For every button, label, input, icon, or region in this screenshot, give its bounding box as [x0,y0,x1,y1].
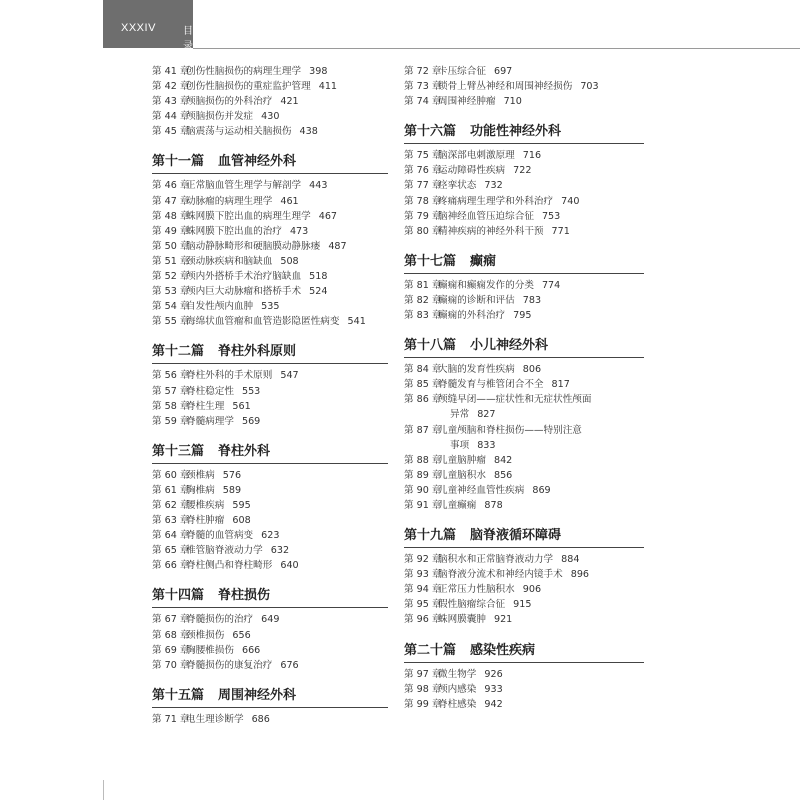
chapter-number: 第 74 章 [404,96,442,108]
chapter-page: 915 [513,599,532,611]
chapter-entry [152,528,388,543]
part-number: 第十八篇 [404,338,457,354]
chapter-number: 第 57 章 [152,385,190,397]
part-number: 第十五篇 [152,687,205,703]
chapter-number: 第 71 章 [152,713,190,725]
chapter-entry [152,94,388,109]
chapter-entry [404,293,644,308]
chapter-entry [404,498,644,513]
part-name: 脑脊液循环障碍 [470,528,562,544]
header-label: 目 录 [183,26,193,52]
chapter-number: 第 96 章 [404,614,442,626]
chapter-page: 921 [493,614,513,626]
part-name: 脊柱外科 [218,443,271,459]
chapter-number: 第 70 章 [152,659,190,671]
chapter-entry [404,224,644,239]
chapter-title: 周围神经肿瘤 [438,96,496,108]
page-number: XXXIV [121,22,156,34]
chapter-entry [152,209,388,224]
part-name: 小儿神经外科 [470,338,549,354]
chapter-list [404,552,644,627]
chapter-number: 第 53 章 [152,286,190,298]
chapter-number: 第 63 章 [152,515,190,527]
chapter-page: 589 [222,484,242,496]
chapter-title: 脊柱感染 [438,698,477,710]
chapter-entry [404,667,644,682]
chapter-entry [152,269,388,284]
chapter-number: 第 98 章 [404,683,442,695]
chapter-number: 第 88 章 [404,454,442,466]
chapter-number: 第 75 章 [404,150,442,162]
chapter-number: 第 73 章 [404,81,442,93]
chapter-list [404,64,644,109]
chapter-entry [152,239,388,254]
chapter-page: 686 [251,713,270,725]
chapter-title: 儿童脑肿瘤 [438,454,486,466]
chapter-title: 颅脑损伤的外科治疗 [186,96,273,108]
chapter-page: 541 [347,316,366,328]
chapter-number: 第 79 章 [404,210,442,222]
chapter-entry [152,643,388,658]
chapter-number: 第 93 章 [404,569,442,581]
chapter-number: 第 44 章 [152,111,190,123]
chapter-page: 649 [261,614,280,626]
chapter-number: 第 99 章 [404,698,442,710]
chapter-title: 脊柱肿瘤 [186,515,225,527]
part-number: 第二十篇 [404,642,457,658]
chapter-entry [152,224,388,239]
chapter-list [152,612,388,672]
chapter-entry [152,498,388,513]
chapter-number: 第 43 章 [152,96,190,108]
chapter-title-continued: 事项 [450,439,470,451]
chapter-page: 656 [232,629,251,641]
chapter-page: 856 [493,469,513,481]
chapter-entry-continued [404,407,644,422]
chapter-page: 842 [493,454,513,466]
chapter-page: 906 [522,584,542,596]
chapter-page: 561 [232,400,251,412]
chapter-title: 正常脑血管生理学与解剖学 [186,180,302,192]
chapter-number: 第 83 章 [404,310,442,322]
chapter-title: 脑震荡与运动相关脑损伤 [186,126,292,138]
chapter-number: 第 52 章 [152,271,190,283]
chapter-page: 771 [551,225,570,237]
chapter-page: 722 [513,165,532,177]
chapter-number: 第 94 章 [404,584,442,596]
toc-right-column [404,64,644,712]
chapter-number: 第 78 章 [404,195,442,207]
chapter-number: 第 62 章 [152,499,190,511]
chapter-page: 524 [309,286,328,298]
chapter-number: 第 47 章 [152,195,190,207]
chapter-number: 第 91 章 [404,499,442,511]
chapter-page: 467 [318,210,338,222]
chapter-page: 608 [232,515,251,527]
chapter-title: 胸椎病 [186,484,215,496]
part-name: 周围神经外科 [218,687,297,703]
chapter-entry [404,64,644,79]
chapter-title: 癫痫的外科治疗 [438,310,506,322]
chapter-number: 第 60 章 [152,469,190,481]
chapter-title: 自发性颅内血肿 [186,301,254,313]
chapter-title: 脑深部电刺激原理 [438,150,515,162]
part-name: 功能性神经外科 [470,124,562,140]
chapter-number: 第 92 章 [404,554,442,566]
chapter-entry [404,682,644,697]
chapter-page: 438 [299,126,318,138]
chapter-title: 创伤性脑损伤的病理生理学 [186,66,302,77]
chapter-entry [404,423,644,438]
chapter-entry [152,124,388,139]
chapter-number: 第 64 章 [152,530,190,542]
chapter-entry [404,94,644,109]
chapter-page: 595 [232,499,251,511]
chapter-title: 腰椎疾病 [186,499,225,511]
chapter-title: 颅内感染 [438,683,477,695]
chapter-number: 第 61 章 [152,484,190,496]
chapter-number: 第 56 章 [152,370,190,382]
chapter-page: 508 [280,255,299,267]
chapter-entry [152,314,388,329]
chapter-title: 假性脑瘤综合征 [438,599,506,611]
part-number: 第十六篇 [404,124,457,140]
chapter-number: 第 55 章 [152,316,190,328]
chapter-entry [404,278,644,293]
part-section [404,123,644,239]
chapter-page: 411 [318,81,338,93]
chapter-title: 颅内外搭桥手术治疗脑缺血 [186,271,302,283]
chapter-number: 第 66 章 [152,560,190,572]
chapter-title: 颅脑损伤并发症 [186,111,254,123]
chapter-entry [404,597,644,612]
chapter-entry [152,79,388,94]
chapter-page: 676 [280,659,299,671]
chapter-title: 锁骨上臂丛神经和周围神经损伤 [438,81,573,93]
chapter-title: 脊髓发育与椎管闭合不全 [438,379,544,391]
chapter-list [404,148,644,239]
chapter-page: 833 [477,439,496,451]
chapter-title: 癫痫和癫痫发作的分类 [438,279,534,291]
chapter-title: 脊髓病理学 [186,415,234,427]
chapter-entry [152,468,388,483]
chapter-title: 海绵状血管瘤和血管造影隐匿性病变 [186,316,340,328]
chapter-page: 623 [261,530,280,542]
chapter-title: 脊柱外科的手术原则 [186,370,273,382]
chapter-number: 第 49 章 [152,225,190,237]
chapter-entry [152,109,388,124]
part-name: 癫痫 [470,253,497,269]
chapter-title: 脊髓损伤的治疗 [186,614,254,626]
part-number: 第十三篇 [152,443,205,459]
chapter-number: 第 89 章 [404,469,442,481]
chapter-list [404,362,644,513]
chapter-entry [152,299,388,314]
header-rule [193,48,800,49]
chapter-page: 569 [241,415,261,427]
part-name: 感染性疾病 [470,642,536,658]
chapter-page: 740 [561,195,580,207]
chapter-entry [404,178,644,193]
part-title [152,443,388,464]
chapter-title: 微生物学 [438,668,477,680]
chapter-entry [404,194,644,209]
chapter-number: 第 80 章 [404,225,442,237]
chapter-entry [404,453,644,468]
chapter-number: 第 95 章 [404,599,442,611]
part-number: 第十四篇 [152,588,205,604]
part-title [404,337,644,358]
part-title [404,527,644,548]
chapter-number: 第 77 章 [404,180,442,192]
chapter-entry [152,628,388,643]
chapter-entry [404,612,644,627]
chapter-title: 卡压综合征 [438,66,486,77]
chapter-number: 第 87 章 [404,424,442,436]
chapter-title: 电生理诊断学 [186,713,244,725]
part-section [404,337,644,513]
chapter-list [152,712,388,727]
chapter-entry [404,392,644,407]
chapter-entry [152,483,388,498]
chapter-title: 儿童颅脑和脊柱损伤——特别注意 [438,424,582,436]
chapter-page: 783 [522,294,542,306]
chapter-entry-continued [404,438,644,453]
chapter-page: 817 [551,379,570,391]
chapter-title: 颅内巨大动脉瘤和搭桥手术 [186,286,302,298]
chapter-entry [404,209,644,224]
chapter-number: 第 58 章 [152,400,190,412]
chapter-page: 878 [484,499,503,511]
chapter-page: 732 [484,180,503,192]
chapter-title: 脊柱侧凸和脊柱畸形 [186,560,273,572]
chapter-entry [152,543,388,558]
chapter-page: 869 [532,484,551,496]
chapter-entry [404,148,644,163]
part-title [404,642,644,663]
chapter-page: 461 [280,195,299,207]
chapter-entry [404,483,644,498]
chapter-list [152,468,388,574]
chapter-page: 553 [241,385,261,397]
chapter-title: 儿童神经血管性疾病 [438,484,525,496]
part-number: 第十一篇 [152,154,205,170]
chapter-title: 脑脊液分流术和神经内镜手术 [438,569,563,581]
part-title [404,253,644,274]
chapter-entry [152,368,388,383]
page-header-block [103,0,193,52]
chapter-entry [404,582,644,597]
chapter-title: 颈椎病 [186,469,215,481]
chapter-number: 第 65 章 [152,545,190,557]
chapter-title: 精神疾病的神经外科干预 [438,225,544,237]
chapter-page: 933 [484,683,503,695]
chapter-page: 926 [484,668,503,680]
chapter-entry [404,697,644,712]
chapter-page: 806 [522,364,542,376]
chapter-title: 脑动静脉畸形和硬脑膜动静脉瘘 [186,240,321,252]
chapter-entry [404,79,644,94]
part-number: 第十二篇 [152,344,205,360]
part-name: 脊柱外科原则 [218,344,297,360]
part-section [152,343,388,428]
chapter-entry [152,384,388,399]
chapter-page: 576 [222,469,242,481]
part-section [404,642,644,712]
part-section [404,253,644,323]
chapter-number: 第 76 章 [404,165,442,177]
part-section [152,443,388,574]
chapter-number: 第 50 章 [152,240,190,252]
chapter-title: 颈动脉疾病和脑缺血 [186,255,273,267]
chapter-entry [404,468,644,483]
chapter-page: 518 [309,271,328,283]
chapter-number: 第 97 章 [404,668,442,680]
chapter-page: 710 [503,96,522,108]
chapter-title: 运动障碍性疾病 [438,165,506,177]
chapter-page: 884 [561,554,580,566]
chapter-list [404,278,644,323]
chapter-number: 第 67 章 [152,614,190,626]
chapter-entry [152,284,388,299]
chapter-entry [152,712,388,727]
chapter-number: 第 46 章 [152,180,190,192]
part-title [152,343,388,364]
chapter-title: 正常压力性脑积水 [438,584,515,596]
chapter-number: 第 42 章 [152,81,190,93]
chapter-page: 443 [309,180,328,192]
chapter-title: 创伤性脑损伤的重症监护管理 [186,81,311,93]
chapter-title: 脊柱稳定性 [186,385,234,397]
chapter-number: 第 41 章 [152,66,190,77]
chapter-page: 547 [280,370,299,382]
part-section [404,527,644,627]
chapter-entry [152,194,388,209]
chapter-title: 动脉瘤的病理生理学 [186,195,273,207]
chapter-number: 第 82 章 [404,294,442,306]
chapter-number: 第 68 章 [152,629,190,641]
chapter-title: 癫痫的诊断和评估 [438,294,515,306]
chapter-entry [152,612,388,627]
chapter-entry [404,362,644,377]
chapter-page: 942 [484,698,503,710]
chapter-page: 697 [493,66,513,77]
chapter-list [152,368,388,428]
chapter-title: 蛛网膜囊肿 [438,614,486,626]
chapter-list [152,64,388,139]
part-number: 第十七篇 [404,253,457,269]
chapter-page: 640 [280,560,299,572]
chapter-title: 蛛网膜下腔出血的病理生理学 [186,210,311,222]
chapter-title: 儿童脑积水 [438,469,486,481]
chapter-page: 827 [477,409,496,421]
chapter-title: 蛛网膜下腔出血的治疗 [186,225,282,237]
chapter-entry [152,178,388,193]
chapter-entry [152,254,388,269]
chapter-entry [152,513,388,528]
part-section [152,587,388,672]
part-name: 脊柱损伤 [218,588,271,604]
chapter-title: 疼痛病理生理学和外科治疗 [438,195,554,207]
chapter-page: 896 [570,569,590,581]
chapter-entry [152,414,388,429]
chapter-number: 第 48 章 [152,210,190,222]
chapter-page: 487 [328,240,347,252]
chapter-title: 椎管脑脊液动力学 [186,545,263,557]
chapter-entry [404,567,644,582]
part-title [152,587,388,608]
chapter-number: 第 54 章 [152,301,190,313]
chapter-title: 痉挛状态 [438,180,477,192]
chapter-number: 第 72 章 [404,66,442,77]
chapter-page: 795 [513,310,532,322]
part-title [152,687,388,708]
chapter-entry [152,558,388,573]
chapter-page: 421 [280,96,299,108]
part-title [152,153,388,174]
chapter-page: 473 [289,225,309,237]
chapter-number: 第 86 章 [404,394,442,406]
chapter-number: 第 51 章 [152,255,190,267]
part-section [152,153,388,329]
chapter-page: 753 [541,210,561,222]
part-number: 第十九篇 [404,528,457,544]
chapter-page: 430 [261,111,280,123]
chapter-title: 脑神经血管压迫综合征 [438,210,534,222]
margin-tick [103,780,104,800]
chapter-title: 脑积水和正常脑脊液动力学 [438,554,554,566]
chapter-page: 774 [541,279,561,291]
part-title [404,123,644,144]
chapter-title: 脊髓损伤的康复治疗 [186,659,273,671]
chapter-number: 第 45 章 [152,126,190,138]
chapter-number: 第 59 章 [152,415,190,427]
chapter-page: 632 [270,545,290,557]
chapter-title: 颈椎损伤 [186,629,225,641]
toc-left-column [152,64,388,727]
chapter-title: 颅缝早闭——症状性和无症状性颅面 [438,394,592,406]
chapter-title: 脊髓的血管病变 [186,530,254,542]
chapter-entry [404,552,644,567]
chapter-page: 703 [580,81,599,93]
chapter-list [152,178,388,329]
chapter-entry [152,64,388,79]
chapter-page: 716 [522,150,542,162]
chapter-page: 398 [309,66,328,77]
chapter-page: 535 [261,301,280,313]
chapter-entry [152,658,388,673]
part-name: 血管神经外科 [218,154,297,170]
chapter-page: 666 [241,644,261,656]
chapter-entry [152,399,388,414]
chapter-entry [404,377,644,392]
chapter-number: 第 84 章 [404,364,442,376]
chapter-number: 第 69 章 [152,644,190,656]
chapter-number: 第 85 章 [404,379,442,391]
chapter-title-continued: 异常 [450,409,470,421]
chapter-title: 儿童癫痫 [438,499,477,511]
chapter-title: 大脑的发育性疾病 [438,364,515,376]
part-section [152,687,388,727]
chapter-number: 第 90 章 [404,484,442,496]
chapter-entry [404,163,644,178]
chapter-title: 胸腰椎损伤 [186,644,234,656]
chapter-list [404,667,644,712]
chapter-entry [404,308,644,323]
chapter-title: 脊柱生理 [186,400,225,412]
chapter-number: 第 81 章 [404,279,442,291]
